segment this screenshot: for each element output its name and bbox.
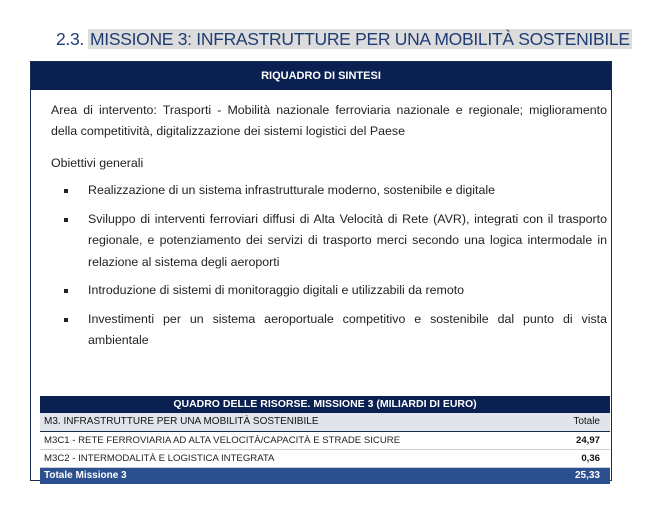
intervention-area-text: Area di intervento: Trasporti - Mobilità nazionale ferroviaria nazionale e regionale; miglioramento della competitività, digitalizzazione dei sistemi logistici del Paese <box>51 103 607 138</box>
objectives-label: Obiettivi generali <box>51 156 144 170</box>
section-number: 2.3. <box>56 29 84 49</box>
total-row <box>40 468 610 484</box>
row-value: 0,36 <box>581 453 600 464</box>
objectives-list <box>51 180 607 359</box>
table-row <box>40 450 610 468</box>
summary-box <box>30 61 612 481</box>
row-label: M3C2 - INTERMODALITÀ E LOGISTICA INTEGRATA <box>44 453 275 464</box>
section-title: MISSIONE 3: INFRASTRUTTURE PER UNA MOBILITÀ SOSTENIBILE <box>90 29 630 49</box>
summary-box-header: RIQUADRO DI SINTESI <box>31 62 611 90</box>
objective-item <box>51 309 607 352</box>
objective-text: Sviluppo di interventi ferroviari diffusi di Alta Velocità di Rete (AVR), integrati con il trasporto regionale, e potenziamento dei servizi di trasporto merci secondo una logica intermodale in relazione al sistema degli aeroporti <box>88 211 607 269</box>
bullet-icon <box>64 218 68 222</box>
bullet-icon <box>64 289 68 293</box>
resources-table-title: QUADRO DELLE RISORSE. MISSIONE 3 (MILIARDI DI EURO) <box>40 396 610 413</box>
objective-item <box>51 209 607 274</box>
resources-table <box>40 396 610 484</box>
total-label: Totale Missione 3 <box>44 470 127 481</box>
header-total: Totale <box>573 416 600 427</box>
row-value: 24,97 <box>575 435 600 446</box>
objective-text: Investimenti per un sistema aeroportuale competitivo e sostenibile dal punto di vista ambientale <box>88 311 607 347</box>
total-value: 25,33 <box>574 470 600 481</box>
bullet-icon <box>64 189 68 193</box>
objective-item <box>51 280 607 302</box>
objective-item <box>51 180 607 202</box>
section-heading <box>56 28 632 50</box>
objective-text: Realizzazione di un sistema infrastrutturale moderno, sostenibile e digitale <box>88 183 496 197</box>
objective-text: Introduzione di sistemi di monitoraggio digitali e utilizzabili da remoto <box>88 283 465 297</box>
table-row <box>40 432 610 450</box>
header-label: M3. INFRASTRUTTURE PER UNA MOBILITÀ SOSTENIBILE <box>44 416 319 427</box>
row-label: M3C1 - RETE FERROVIARIA AD ALTA VELOCITÀ/CAPACITÀ E STRADE SICURE <box>44 435 401 446</box>
bullet-icon <box>64 318 68 322</box>
resources-table-header <box>40 413 610 432</box>
